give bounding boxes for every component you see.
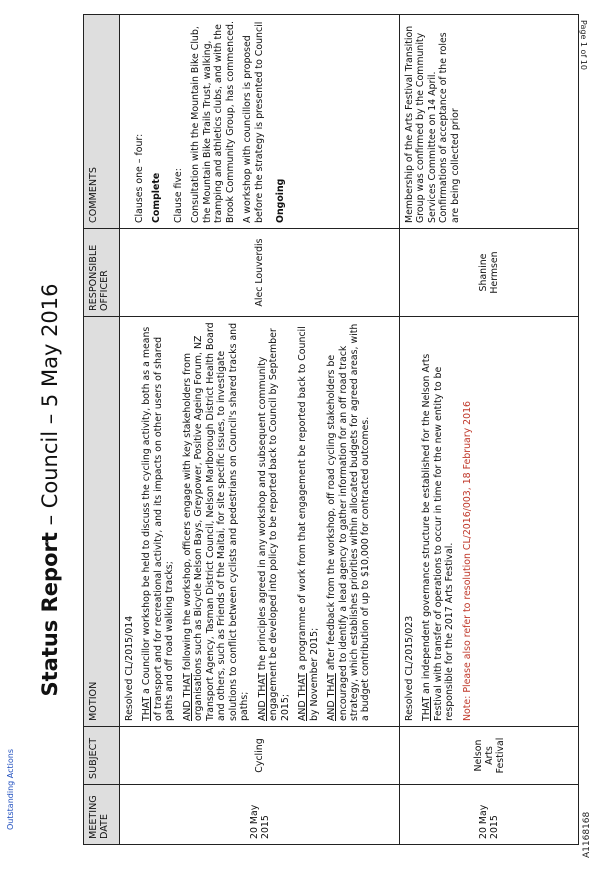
officer-cell: Shanine Hermsen	[400, 229, 579, 317]
col-header-meeting-date: MEETING DATE	[84, 785, 120, 845]
clause-text: a programme of work from that engagement be reported back to Council by November 2015;	[297, 326, 320, 721]
meeting-date-cell: 20 May 2015	[400, 785, 579, 845]
resolution-number: Resolved CL/2015/023	[404, 615, 415, 721]
motion-clause	[421, 322, 455, 721]
comment-line: A workshop with councillors is proposed before the strategy is presented to Council	[242, 21, 265, 223]
clause-lead: AND THAT	[181, 673, 193, 721]
col-header-motion: MOTION	[84, 317, 120, 727]
col-header-responsible-officer: RESPONSIBLE OFFICER	[84, 229, 120, 317]
page-title	[38, 283, 62, 696]
col-header-subject: SUBJECT	[84, 727, 120, 785]
clause-lead: THAT	[421, 696, 433, 721]
clause-text: an independent governance structure be established for the Nelson Arts Festival with transfer of operations to occur in time for the new entity to be responsible for the 2017 Arts Festival.	[421, 353, 456, 721]
table-row	[120, 15, 400, 845]
clause-text: after feedback from the workshop, off road cycling stakeholders be encouraged to identify a lead agency to gather information for an off road track strategy, which establishes priorities within allocated budgets for agreed areas, with a budget contribution of up to $10,000 for contracted outcomes.	[326, 323, 372, 721]
subject-cell: Nelson Arts Festival	[400, 727, 579, 785]
comment-line: Clause five:	[172, 168, 184, 223]
page-number: Page 1 of 10	[579, 20, 588, 70]
motion-clause	[297, 322, 320, 721]
clause-text: the principles agreed in any workshop and subsequent community engagement be developed into policy to be reported back to Council by September 2015;	[256, 328, 291, 721]
clause-lead: AND THAT	[297, 673, 309, 721]
motion-clause	[257, 322, 291, 721]
motion-cell	[400, 317, 579, 727]
col-header-comments: COMMENTS	[84, 15, 120, 229]
motion-clause	[141, 322, 175, 721]
table-row	[400, 15, 579, 845]
title-area	[38, 20, 68, 850]
status-complete: Complete	[151, 172, 163, 223]
comment-line: Consultation with the Mountain Bike Club, the Mountain Bike Trails Trust, walking, tramping and athletics clubs, and with the Brook Community Group, has commenced.	[190, 21, 236, 223]
outstanding-actions-link[interactable]: Outstanding Actions	[6, 749, 15, 830]
status-table	[83, 14, 579, 845]
comments-cell	[120, 15, 400, 229]
motion-clause	[326, 322, 372, 721]
resolution-number: Resolved CL/2015/014	[124, 615, 135, 721]
clause-text: following the workshop, officers engage with key stakeholders from organisations such as Bicycle Nelson Bays, Greypower, Positive Ageing Forum, NZ Transport Agency, Tasman District Council, Nelson Marlborough District Health Board and others, such as Friends of the Maitai, for site specific issues, to investigate solutions to conflict between cyclists and pedestrians on Council's shared tracks and paths;	[181, 322, 251, 721]
motion-cell	[120, 317, 400, 727]
comments-cell	[400, 15, 579, 229]
status-ongoing: Ongoing	[275, 178, 287, 223]
comment-line: Membership of the Arts Festival Transition Group was confirmed by the Community Services Committee on 14 April. Confirmations of acceptance of the roles are being collected prior	[404, 25, 461, 223]
clause-lead: AND THAT	[326, 673, 338, 721]
comment-line: Clauses one – four:	[134, 133, 145, 223]
meeting-date-cell: 20 May 2015	[120, 785, 400, 845]
motion-clause	[182, 322, 251, 721]
status-table-wrapper	[83, 15, 579, 845]
resolution-note: Note: Please also refer to resolution CL/2016/003, 18 February 2016	[461, 400, 473, 721]
officer-cell: Alec Louverdis	[120, 229, 400, 317]
clause-lead: THAT	[141, 696, 153, 721]
clause-text: a Councillor workshop be held to discuss the cycling activity, both as a means of transport and for recreational activity, and its impacts on other users of shared paths and off road walking tracks;	[141, 326, 176, 721]
table-header-row	[84, 15, 120, 845]
subject-cell: Cycling	[120, 727, 400, 785]
title-bold: Status Report	[38, 532, 62, 697]
document-id: A1168168	[582, 811, 592, 858]
clause-lead: AND THAT	[256, 673, 268, 721]
title-rest: – Council – 5 May 2016	[38, 283, 62, 533]
